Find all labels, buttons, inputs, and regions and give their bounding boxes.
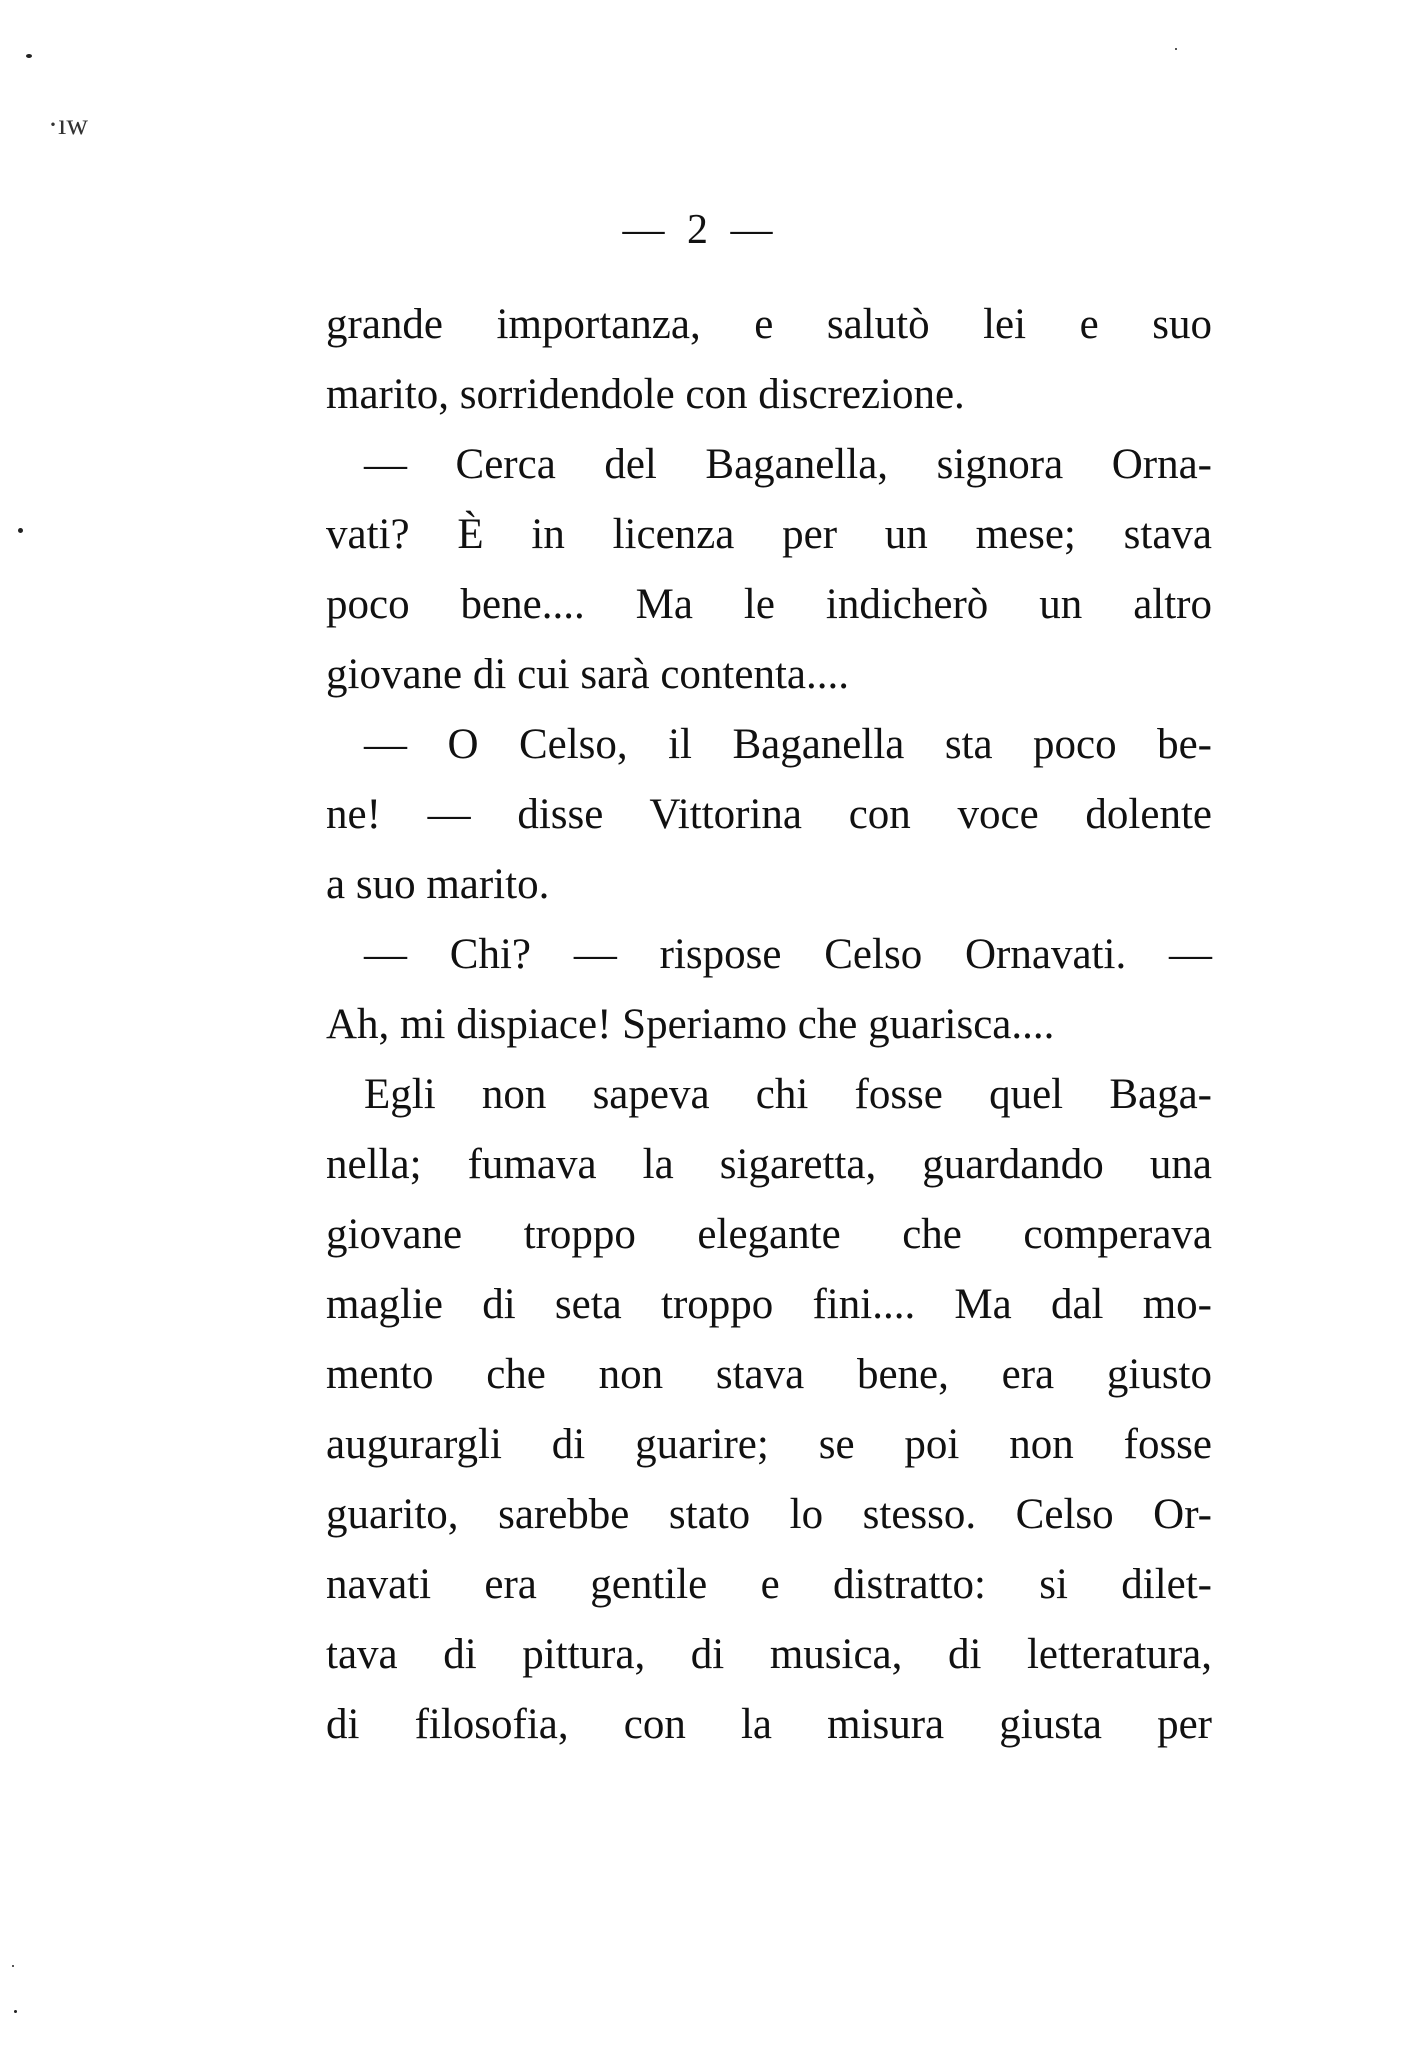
text-line: di filosofia, con la misura giusta per	[326, 1701, 1212, 1748]
text-line: vati? È in licenza per un mese; stava	[326, 511, 1212, 558]
text-line: nella; fumava la sigaretta, guardando una	[326, 1141, 1212, 1188]
text-line: Egli non sapeva chi fosse quel Baga-	[364, 1071, 1212, 1118]
scan-speck	[14, 2010, 17, 2013]
text-line: guarito, sarebbe stato lo stesso. Celso Or-	[326, 1491, 1212, 1538]
text-line: tava di pittura, di musica, di letteratura,	[326, 1631, 1212, 1678]
scan-speck	[12, 1965, 14, 1967]
text-line: giovane di cui sarà contenta....	[326, 651, 849, 698]
corner-mark: ·ıw	[48, 108, 88, 141]
page-number: — 2 —	[622, 207, 779, 253]
text-line: a suo marito.	[326, 861, 550, 908]
body-text	[326, 290, 1212, 1760]
scan-speck	[26, 54, 32, 58]
text-line: navati era gentile e distratto: si dilet-	[326, 1561, 1212, 1608]
text-line: mento che non stava bene, era giusto	[326, 1351, 1212, 1398]
text-line: giovane troppo elegante che comperava	[326, 1211, 1212, 1258]
text-line: — Chi? — rispose Celso Ornavati. —	[364, 931, 1212, 978]
scan-speck	[18, 528, 23, 533]
text-line: ne! — disse Vittorina con voce dolente	[326, 791, 1212, 838]
text-line: marito, sorridendole con discrezione.	[326, 371, 965, 418]
text-line: Ah, mi dispiace! Speriamo che guarisca....	[326, 1001, 1055, 1048]
text-line: poco bene.... Ma le indicherò un altro	[326, 581, 1212, 628]
text-line: grande importanza, e salutò lei e suo	[326, 301, 1212, 348]
text-line: augurargli di guarire; se poi non fosse	[326, 1421, 1212, 1468]
text-line: — Cerca del Baganella, signora Orna-	[364, 441, 1212, 488]
scan-speck	[1175, 48, 1177, 50]
text-line: maglie di seta troppo fini.... Ma dal mo-	[326, 1281, 1212, 1328]
text-line: — O Celso, il Baganella sta poco be-	[364, 721, 1212, 768]
